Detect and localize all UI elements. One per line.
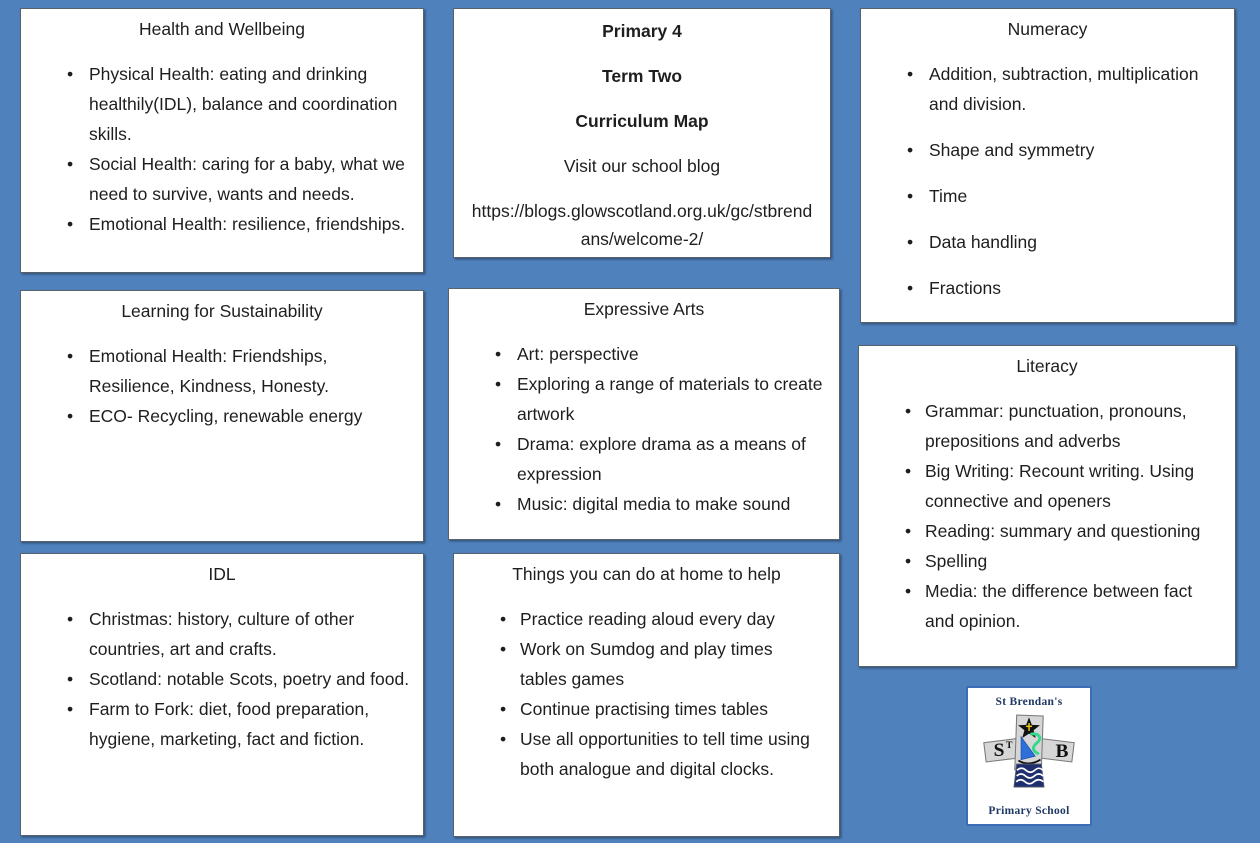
list-item: • Media: the difference between fact and opinion.	[859, 576, 1223, 636]
card-title: Learning for Sustainability	[121, 301, 323, 321]
list-item: • Big Writing: Recount writing. Using connective and openers	[859, 456, 1223, 516]
school-crest-icon	[976, 711, 1082, 803]
bullet-list	[859, 396, 1235, 636]
logo-initial-t: T	[1006, 739, 1013, 751]
card-health-and-wellbeing	[20, 8, 424, 273]
bullet-list	[454, 604, 839, 784]
list-item: • Use all opportunities to tell time using both analogue and digital clocks.	[454, 724, 827, 784]
card-title: Literacy	[1016, 356, 1078, 376]
list-item: • Fractions	[861, 273, 1222, 303]
list-item: • Music: digital media to make sound	[449, 489, 827, 519]
school-name-label: St Brendan's	[995, 696, 1063, 708]
bullet-list	[861, 59, 1234, 303]
bullet-list	[449, 339, 839, 519]
list-item: • ECO- Recycling, renewable energy	[21, 401, 411, 431]
school-type-label: Primary School	[988, 805, 1070, 817]
primary-year-label: Primary 4	[602, 21, 682, 41]
list-item: • Christmas: history, culture of other countries, art and crafts.	[21, 604, 411, 664]
list-item: • Social Health: caring for a baby, what we need to survive, wants and needs.	[21, 149, 411, 209]
card-home-help	[453, 553, 840, 837]
card-title: Health and Wellbeing	[138, 19, 306, 39]
list-item: • Emotional Health: resilience, friendships.	[21, 209, 411, 239]
card-title: Things you can do at home to help	[512, 564, 781, 584]
card-expressive-arts	[448, 288, 840, 540]
term-label: Term Two	[601, 66, 683, 86]
list-item: • Physical Health: eating and drinking healthily(IDL), balance and coordination skills.	[21, 59, 411, 149]
card-title: IDL	[208, 564, 236, 584]
logo-initial-s: S	[993, 739, 1005, 761]
list-item: • Practice reading aloud every day	[454, 604, 827, 634]
card-learning-for-sustainability	[20, 290, 424, 542]
card-curriculum-title	[453, 8, 831, 258]
bullet-list	[21, 341, 423, 431]
list-item: • Continue practising times tables	[454, 694, 827, 724]
bullet-list	[21, 604, 423, 754]
card-numeracy	[860, 8, 1235, 323]
card-title: Numeracy	[1007, 19, 1088, 39]
bullet-list	[21, 59, 423, 239]
list-item: • Emotional Health: Friendships, Resilience, Kindness, Honesty.	[21, 341, 411, 401]
list-item: • Grammar: punctuation, pronouns, prepositions and adverbs	[859, 396, 1223, 456]
school-logo	[966, 686, 1092, 826]
card-idl	[20, 553, 424, 836]
curriculum-map-label: Curriculum Map	[575, 111, 709, 131]
list-item: • Time	[861, 181, 1222, 211]
list-item: • Data handling	[861, 227, 1222, 257]
list-item: • Drama: explore drama as a means of expression	[449, 429, 827, 489]
card-literacy	[858, 345, 1236, 667]
list-item: • Work on Sumdog and play times tables games	[454, 634, 827, 694]
list-item: • Spelling	[859, 546, 1223, 576]
blog-url-link[interactable]: https://blogs.glowscotland.org.uk/gc/stbrendans/welcome-2/	[471, 201, 813, 249]
list-item: • Addition, subtraction, multiplication and division.	[861, 59, 1222, 119]
list-item: • Art: perspective	[449, 339, 827, 369]
list-item: • Farm to Fork: diet, food preparation, hygiene, marketing, fact and fiction.	[21, 694, 411, 754]
list-item: • Reading: summary and questioning	[859, 516, 1223, 546]
list-item: • Shape and symmetry	[861, 135, 1222, 165]
blog-invite-label: Visit our school blog	[563, 156, 721, 176]
card-title: Expressive Arts	[583, 299, 705, 319]
list-item: • Scotland: notable Scots, poetry and food.	[21, 664, 411, 694]
logo-initial-b: B	[1055, 740, 1069, 762]
list-item: • Exploring a range of materials to create artwork	[449, 369, 827, 429]
